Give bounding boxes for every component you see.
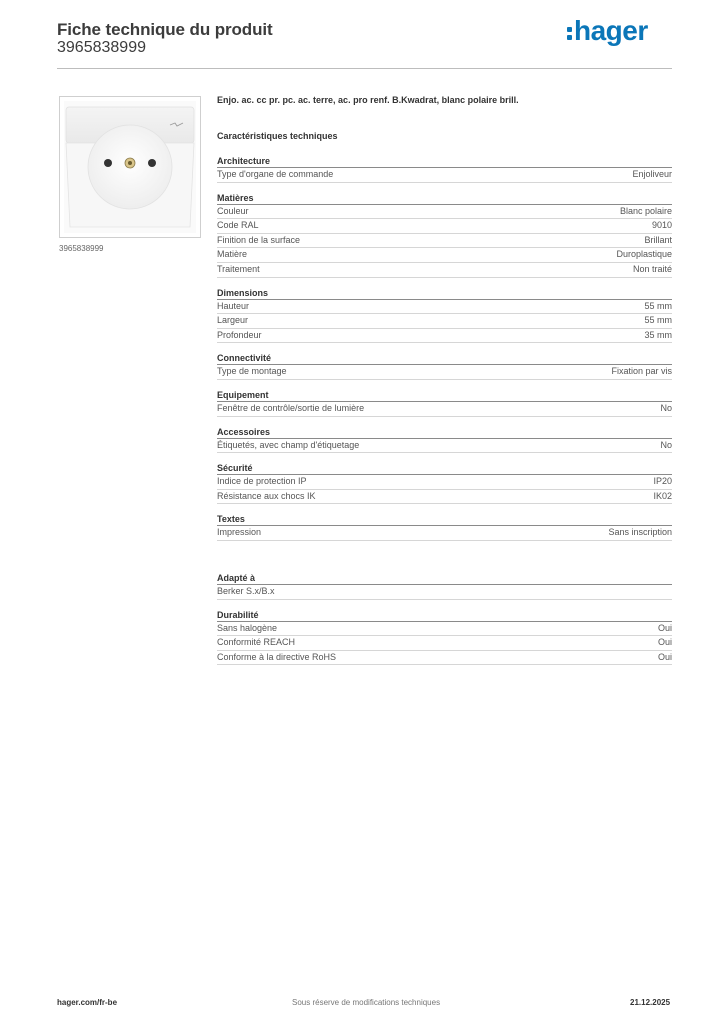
spec-row (217, 490, 672, 505)
spec-group (217, 572, 672, 600)
spec-group (217, 389, 672, 417)
spec-row (217, 526, 672, 541)
spec-value: Brillant (644, 234, 672, 245)
spec-label: Largeur (217, 315, 249, 326)
spec-row (217, 585, 672, 600)
spec-value: Oui (657, 622, 672, 633)
spec-label: Type de montage (217, 366, 287, 377)
spec-group-title: Architecture (217, 155, 672, 168)
spec-row (217, 622, 672, 637)
spec-row (217, 329, 672, 344)
spec-group-title: Matières (217, 192, 672, 205)
spec-row (217, 314, 672, 329)
spec-group-title: Equipement (217, 389, 672, 402)
spec-row (217, 475, 672, 490)
spec-label: Code RAL (217, 220, 259, 231)
hager-logo[interactable] (567, 14, 648, 48)
spec-label: Impression (217, 527, 262, 538)
spec-value: Oui (657, 651, 672, 662)
footer-notice: Sous réserve de modifications techniques (292, 998, 441, 1007)
spec-group-title: Connectivité (217, 352, 672, 365)
spec-row (217, 263, 672, 278)
spec-label: Type d'organe de commande (217, 169, 334, 179)
spec-value: Fixation par vis (611, 366, 672, 377)
spec-row (217, 205, 672, 220)
spec-group (217, 609, 672, 666)
specs-title: Caractéristiques techniques (217, 131, 338, 141)
logo-text: hager (574, 15, 648, 46)
spec-label: Couleur (217, 205, 249, 216)
spec-label: Hauteur (217, 300, 250, 311)
spec-value: 55 mm (644, 300, 672, 311)
spec-group-title: Sécurité (217, 462, 672, 475)
spec-group (217, 426, 672, 454)
spec-row (217, 219, 672, 234)
spec-value: No (660, 402, 672, 413)
socket-cover-icon (60, 97, 200, 237)
spec-value: Duroplastique (616, 249, 672, 260)
spec-row (217, 234, 672, 249)
product-image (59, 96, 201, 238)
spec-row (217, 365, 672, 380)
spec-label: Finition de la surface (217, 234, 301, 245)
spec-row (217, 636, 672, 651)
spec-label: Résistance aux chocs IK (217, 490, 316, 501)
specs-table (217, 155, 672, 674)
spec-group (217, 513, 672, 541)
spec-row (217, 439, 672, 454)
header-divider (57, 68, 672, 69)
spec-group (217, 192, 672, 278)
spec-row (217, 651, 672, 666)
spec-label: Conforme à la directive RoHS (217, 651, 337, 662)
spec-row (217, 402, 672, 417)
spec-row (217, 168, 672, 183)
section-gap (217, 550, 672, 572)
spec-label: Étiquetés, avec champ d'étiquetage (217, 439, 360, 450)
spec-group-title: Durabilité (217, 609, 672, 622)
spec-label: Profondeur (217, 329, 262, 340)
spec-value: Oui (657, 637, 672, 648)
spec-group (217, 287, 672, 344)
footer-website-link[interactable]: hager.com/fr-be (57, 998, 118, 1007)
spec-row (217, 300, 672, 315)
spec-value: 9010 (651, 220, 672, 231)
spec-value: Blanc polaire (619, 205, 672, 216)
product-description: Enjo. ac. cc pr. pc. ac. terre, ac. pro renf. B.Kwadrat, blanc polaire brill. (217, 95, 519, 105)
spec-group-title: Adapté à (217, 572, 672, 585)
product-number: 3965838999 (57, 39, 146, 56)
spec-row (217, 248, 672, 263)
spec-label: Berker S.x/B.x (217, 585, 275, 596)
spec-value: Sans inscription (608, 527, 672, 538)
logo-dots-icon (567, 27, 572, 40)
spec-label: Sans halogène (217, 622, 278, 633)
spec-group-title: Dimensions (217, 287, 672, 300)
spec-value: IK02 (653, 490, 672, 501)
spec-value: Non traité (632, 263, 672, 274)
spec-label: Indice de protection IP (217, 476, 307, 487)
spec-label: Traitement (217, 263, 260, 274)
spec-group-title: Accessoires (217, 426, 672, 439)
product-image-caption: 3965838999 (59, 244, 104, 253)
page-title: Fiche technique du produit (57, 20, 273, 39)
spec-group (217, 155, 672, 183)
spec-group (217, 352, 672, 380)
spec-value: No (660, 439, 672, 450)
spec-label: Conformité REACH (217, 637, 296, 648)
spec-value: IP20 (653, 476, 672, 487)
spec-value: 55 mm (644, 315, 672, 326)
spec-group (217, 462, 672, 504)
spec-label: Matière (217, 249, 248, 260)
footer-date: 21.12.2025 (630, 998, 671, 1007)
spec-label: Fenêtre de contrôle/sortie de lumière (217, 402, 365, 413)
spec-value: 35 mm (644, 329, 672, 340)
spec-group-title: Textes (217, 513, 672, 526)
spec-value: Enjoliveur (632, 169, 672, 179)
